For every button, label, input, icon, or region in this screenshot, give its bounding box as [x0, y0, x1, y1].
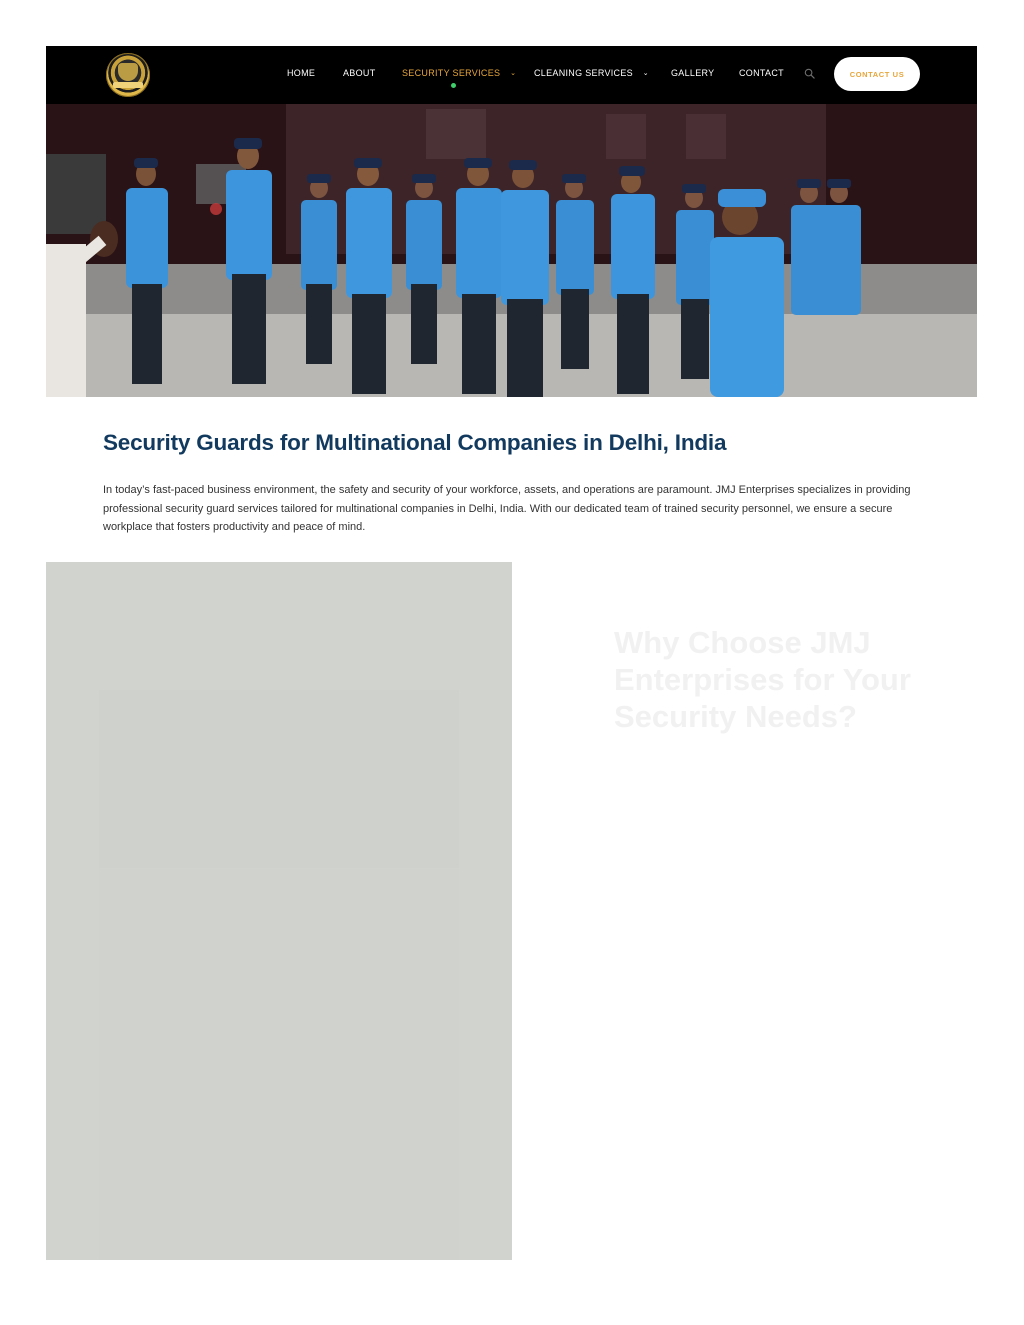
- contact-us-button[interactable]: CONTACT US: [834, 57, 920, 91]
- nav-item-cleaning-services[interactable]: [534, 68, 649, 78]
- nav-item-contact[interactable]: [739, 68, 784, 78]
- intro-paragraph: In today’s fast-paced business environment, the safety and security of your workforce, assets, and operations are paramount. JMJ Enterprises specializes in providing professional security guard services tailored for multinational companies in Delhi, India. With our dedicated team of trained security personnel, we ensure a secure workplace that fosters productivity and peace of mind.: [103, 484, 911, 533]
- nav-item-gallery[interactable]: [671, 68, 714, 78]
- nav-item-label: HOME: [287, 68, 316, 78]
- nav-item-about[interactable]: [343, 68, 376, 78]
- main-nav: [46, 46, 977, 104]
- nav-item-label: SECURITY SERVICES: [402, 68, 501, 78]
- nav-item-label: CLEANING SERVICES: [534, 68, 633, 78]
- why-choose-heading: Why Choose JMJ Enterprises for Your Security Needs?: [614, 625, 911, 734]
- image-placeholder-block: [99, 690, 459, 868]
- chevron-down-icon: ⌄: [642, 70, 649, 77]
- chevron-down-icon: ⌄: [510, 70, 517, 77]
- security-guards-photo: [46, 104, 977, 397]
- search-icon[interactable]: [804, 68, 815, 79]
- image-placeholder-panel: [46, 562, 512, 1260]
- hero-image: [46, 104, 977, 397]
- active-indicator-dot: [451, 83, 456, 88]
- nav-item-security-services[interactable]: [402, 68, 516, 78]
- site-header: [46, 46, 977, 104]
- nav-item-label: CONTACT: [739, 68, 784, 78]
- image-placeholder-block: [99, 869, 459, 1260]
- page-title: Security Guards for Multinational Companies in Delhi, India: [103, 430, 727, 455]
- nav-item-home[interactable]: [287, 68, 315, 78]
- nav-item-label: ABOUT: [343, 68, 376, 78]
- nav-item-label: GALLERY: [671, 68, 715, 78]
